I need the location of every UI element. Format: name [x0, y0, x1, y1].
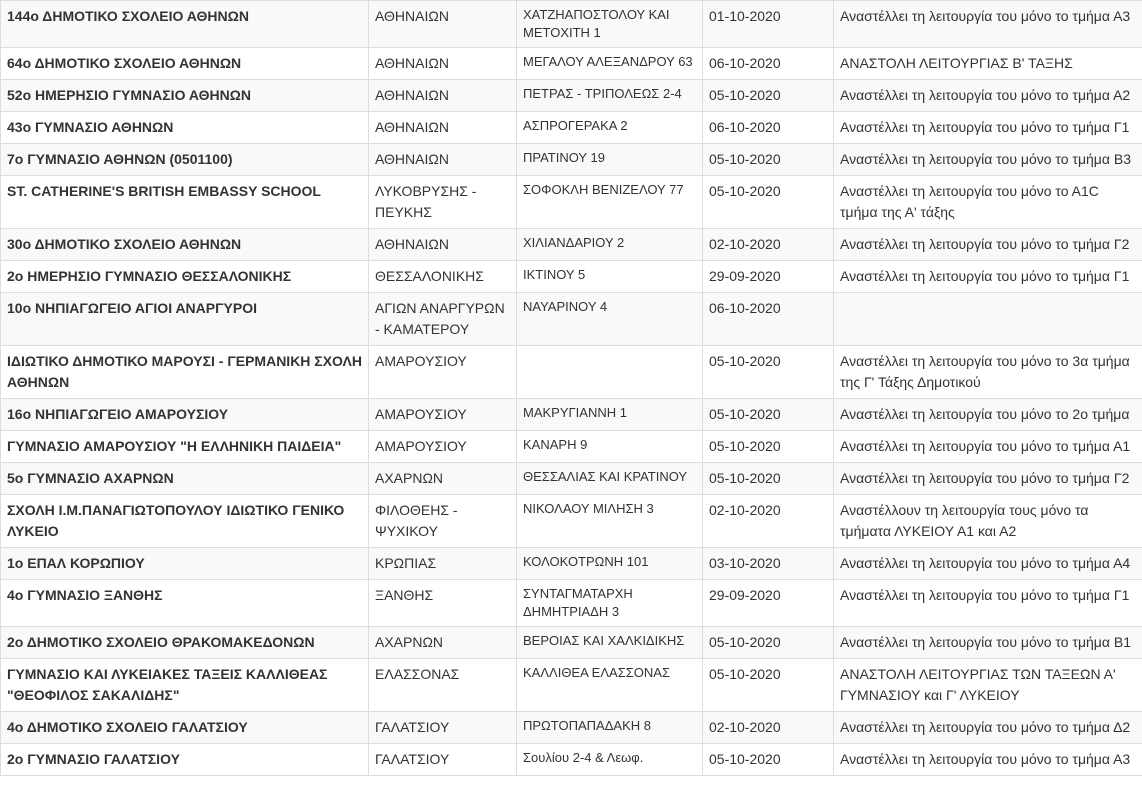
school-name-cell: 4ο ΓΥΜΝΑΣΙΟ ΞΑΝΘΗΣ	[1, 580, 369, 627]
table-row	[1, 659, 1142, 712]
table-row	[1, 744, 1142, 776]
school-name-cell: ST. CATHERINE'S BRITISH EMBASSY SCHOOL	[1, 176, 369, 229]
note-cell: Αναστέλλει τη λειτουργία του μόνο το τμήμα Α3	[834, 1, 1142, 48]
table-row	[1, 261, 1142, 293]
date-cell: 05-10-2020	[703, 176, 834, 229]
date-cell: 29-09-2020	[703, 261, 834, 293]
table-row	[1, 1, 1142, 48]
municipality-cell: ΑΓΙΩΝ ΑΝΑΡΓΥΡΩΝ - ΚΑΜΑΤΕΡΟΥ	[369, 293, 517, 346]
school-name-cell: 2ο ΓΥΜΝΑΣΙΟ ΓΑΛΑΤΣΙΟΥ	[1, 744, 369, 776]
municipality-cell: ΑΜΑΡΟΥΣΙΟΥ	[369, 399, 517, 431]
note-cell: Αναστέλλει τη λειτουργία του μόνο το 2ο τμήμα	[834, 399, 1142, 431]
municipality-cell: ΓΑΛΑΤΣΙΟΥ	[369, 712, 517, 744]
note-cell: Αναστέλλει τη λειτουργία του μόνο το τμήμα Α1	[834, 431, 1142, 463]
address-cell: ΠΕΤΡΑΣ - ΤΡΙΠΟΛΕΩΣ 2-4	[517, 80, 703, 112]
note-cell: Αναστέλλει τη λειτουργία του μόνο το τμήμα Β1	[834, 627, 1142, 659]
school-name-cell: 1ο ΕΠΑΛ ΚΟΡΩΠΙΟΥ	[1, 548, 369, 580]
address-cell: ΣΟΦΟΚΛΗ ΒΕΝΙΖΕΛΟΥ 77	[517, 176, 703, 229]
municipality-cell: ΑΘΗΝΑΙΩΝ	[369, 112, 517, 144]
table-row	[1, 48, 1142, 80]
note-cell: Αναστέλλει τη λειτουργία του μόνο το τμήμα Γ2	[834, 463, 1142, 495]
table-row	[1, 80, 1142, 112]
municipality-cell: ΕΛΑΣΣΟΝΑΣ	[369, 659, 517, 712]
date-cell: 05-10-2020	[703, 659, 834, 712]
municipality-cell: ΑΜΑΡΟΥΣΙΟΥ	[369, 431, 517, 463]
note-cell: Αναστέλλει τη λειτουργία του μόνο το τμήμα Δ2	[834, 712, 1142, 744]
school-name-cell: 2ο ΔΗΜΟΤΙΚΟ ΣΧΟΛΕΙΟ ΘΡΑΚΟΜΑΚΕΔΟΝΩΝ	[1, 627, 369, 659]
municipality-cell: ΑΘΗΝΑΙΩΝ	[369, 48, 517, 80]
note-cell: Αναστέλλει τη λειτουργία του μόνο το τμήμα Α3	[834, 744, 1142, 776]
address-cell: Σουλίου 2-4 & Λεωφ.	[517, 744, 703, 776]
note-cell: Αναστέλλουν τη λειτουργία τους μόνο τα τμήματα ΛΥΚΕΙΟΥ Α1 και Α2	[834, 495, 1142, 548]
table-row	[1, 495, 1142, 548]
date-cell: 05-10-2020	[703, 627, 834, 659]
date-cell: 05-10-2020	[703, 431, 834, 463]
date-cell: 02-10-2020	[703, 495, 834, 548]
address-cell: ΑΣΠΡΟΓΕΡΑΚΑ 2	[517, 112, 703, 144]
date-cell: 02-10-2020	[703, 229, 834, 261]
table-row	[1, 293, 1142, 346]
table-row	[1, 431, 1142, 463]
school-name-cell: 7ο ΓΥΜΝΑΣΙΟ ΑΘΗΝΩΝ (0501100)	[1, 144, 369, 176]
date-cell: 03-10-2020	[703, 548, 834, 580]
table-row	[1, 463, 1142, 495]
address-cell: ΘΕΣΣΑΛΙΑΣ ΚΑΙ ΚΡΑΤΙΝΟΥ	[517, 463, 703, 495]
date-cell: 06-10-2020	[703, 293, 834, 346]
school-name-cell: ΓΥΜΝΑΣΙΟ ΚΑΙ ΛΥΚΕΙΑΚΕΣ ΤΑΞΕΙΣ ΚΑΛΛΙΘΕΑΣ "ΘΕΟΦΙΛΟΣ ΣΑΚΑΛΙΔΗΣ"	[1, 659, 369, 712]
municipality-cell: ΞΑΝΘΗΣ	[369, 580, 517, 627]
address-cell: ΠΡΩΤΟΠΑΠΑΔΑΚΗ 8	[517, 712, 703, 744]
note-cell: Αναστέλλει τη λειτουργία του μόνο το 3α τμήμα της Γ' Τάξης Δημοτικού	[834, 346, 1142, 399]
table-body	[1, 1, 1142, 776]
note-cell	[834, 293, 1142, 346]
note-cell: Αναστέλλει τη λειτουργία του μόνο το τμήμα Γ1	[834, 580, 1142, 627]
table-row	[1, 712, 1142, 744]
address-cell: ΧΑΤΖΗΑΠΟΣΤΟΛΟΥ ΚΑΙ ΜΕΤΟΧΙΤΗ 1	[517, 1, 703, 48]
table-row	[1, 580, 1142, 627]
school-name-cell: 43ο ΓΥΜΝΑΣΙΟ ΑΘΗΝΩΝ	[1, 112, 369, 144]
table-row	[1, 399, 1142, 431]
address-cell: ΝΑΥΑΡΙΝΟΥ 4	[517, 293, 703, 346]
school-name-cell: 5ο ΓΥΜΝΑΣΙΟ ΑΧΑΡΝΩΝ	[1, 463, 369, 495]
municipality-cell: ΑΜΑΡΟΥΣΙΟΥ	[369, 346, 517, 399]
table-row	[1, 627, 1142, 659]
municipality-cell: ΦΙΛΟΘΕΗΣ - ΨΥΧΙΚΟΥ	[369, 495, 517, 548]
municipality-cell: ΑΧΑΡΝΩΝ	[369, 627, 517, 659]
address-cell	[517, 346, 703, 399]
school-name-cell: 30ο ΔΗΜΟΤΙΚΟ ΣΧΟΛΕΙΟ ΑΘΗΝΩΝ	[1, 229, 369, 261]
date-cell: 05-10-2020	[703, 399, 834, 431]
date-cell: 29-09-2020	[703, 580, 834, 627]
table-row	[1, 144, 1142, 176]
address-cell: ΝΙΚΟΛΑΟΥ ΜΙΛΗΣΗ 3	[517, 495, 703, 548]
school-name-cell: ΓΥΜΝΑΣΙΟ ΑΜΑΡΟΥΣΙΟΥ "Η ΕΛΛΗΝΙΚΗ ΠΑΙΔΕΙΑ"	[1, 431, 369, 463]
address-cell: ΠΡΑΤΙΝΟΥ 19	[517, 144, 703, 176]
table-row	[1, 176, 1142, 229]
note-cell: Αναστέλλει τη λειτουργία του μόνο το τμήμα Γ1	[834, 112, 1142, 144]
school-name-cell: 4ο ΔΗΜΟΤΙΚΟ ΣΧΟΛΕΙΟ ΓΑΛΑΤΣΙΟΥ	[1, 712, 369, 744]
municipality-cell: ΑΘΗΝΑΙΩΝ	[369, 229, 517, 261]
date-cell: 05-10-2020	[703, 346, 834, 399]
note-cell: Αναστέλλει τη λειτουργία του μόνο το τμήμα Α4	[834, 548, 1142, 580]
municipality-cell: ΚΡΩΠΙΑΣ	[369, 548, 517, 580]
table-row	[1, 229, 1142, 261]
note-cell: Αναστέλλει τη λειτουργία του μόνο το τμήμα Β3	[834, 144, 1142, 176]
table-row	[1, 112, 1142, 144]
municipality-cell: ΓΑΛΑΤΣΙΟΥ	[369, 744, 517, 776]
address-cell: ΧΙΛΙΑΝΔΑΡΙΟΥ 2	[517, 229, 703, 261]
note-cell: Αναστέλλει τη λειτουργία του μόνο το τμήμα Α2	[834, 80, 1142, 112]
date-cell: 05-10-2020	[703, 463, 834, 495]
address-cell: ΣΥΝΤΑΓΜΑΤΑΡΧΗ ΔΗΜΗΤΡΙΑΔΗ 3	[517, 580, 703, 627]
municipality-cell: ΑΧΑΡΝΩΝ	[369, 463, 517, 495]
address-cell: ΒΕΡΟΙΑΣ ΚΑΙ ΧΑΛΚΙΔΙΚΗΣ	[517, 627, 703, 659]
note-cell: Αναστέλλει τη λειτουργία του μόνο το τμήμα Γ1	[834, 261, 1142, 293]
address-cell: ΜΕΓΑΛΟΥ ΑΛΕΞΑΝΔΡΟΥ 63	[517, 48, 703, 80]
address-cell: ΙΚΤΙΝΟΥ 5	[517, 261, 703, 293]
address-cell: ΚΑΛΛΙΘΕΑ ΕΛΑΣΣΟΝΑΣ	[517, 659, 703, 712]
date-cell: 05-10-2020	[703, 80, 834, 112]
school-name-cell: 2ο ΗΜΕΡΗΣΙΟ ΓΥΜΝΑΣΙΟ ΘΕΣΣΑΛΟΝΙΚΗΣ	[1, 261, 369, 293]
school-name-cell: 16ο ΝΗΠΙΑΓΩΓΕΙΟ ΑΜΑΡΟΥΣΙΟΥ	[1, 399, 369, 431]
school-name-cell: ΣΧΟΛΗ Ι.Μ.ΠΑΝΑΓΙΩΤΟΠΟΥΛΟΥ ΙΔΙΩΤΙΚΟ ΓΕΝΙΚΟ ΛΥΚΕΙΟ	[1, 495, 369, 548]
school-name-cell: 64ο ΔΗΜΟΤΙΚΟ ΣΧΟΛΕΙΟ ΑΘΗΝΩΝ	[1, 48, 369, 80]
municipality-cell: ΑΘΗΝΑΙΩΝ	[369, 80, 517, 112]
date-cell: 05-10-2020	[703, 744, 834, 776]
table-row	[1, 548, 1142, 580]
municipality-cell: ΑΘΗΝΑΙΩΝ	[369, 144, 517, 176]
date-cell: 02-10-2020	[703, 712, 834, 744]
school-name-cell: ΙΔΙΩΤΙΚΟ ΔΗΜΟΤΙΚΟ ΜΑΡΟΥΣΙ - ΓΕΡΜΑΝΙΚΗ ΣΧΟΛΗ ΑΘΗΝΩΝ	[1, 346, 369, 399]
note-cell: ΑΝΑΣΤΟΛΗ ΛΕΙΤΟΥΡΓΙΑΣ ΤΩΝ ΤΑΞΕΩΝ Α' ΓΥΜΝΑΣΙΟΥ και Γ' ΛΥΚΕΙΟΥ	[834, 659, 1142, 712]
note-cell: Αναστέλλει τη λειτουργία του μόνο το τμήμα Γ2	[834, 229, 1142, 261]
address-cell: ΚΑΝΑΡΗ 9	[517, 431, 703, 463]
address-cell: ΜΑΚΡΥΓΙΑΝΝΗ 1	[517, 399, 703, 431]
municipality-cell: ΘΕΣΣΑΛΟΝΙΚΗΣ	[369, 261, 517, 293]
note-cell: Αναστέλλει τη λειτουργία του μόνο το Α1C τμήμα της Α' τάξης	[834, 176, 1142, 229]
school-name-cell: 52ο ΗΜΕΡΗΣΙΟ ΓΥΜΝΑΣΙΟ ΑΘΗΝΩΝ	[1, 80, 369, 112]
address-cell: ΚΟΛΟΚΟΤΡΩΝΗ 101	[517, 548, 703, 580]
school-name-cell: 10ο ΝΗΠΙΑΓΩΓΕΙΟ ΑΓΙΟΙ ΑΝΑΡΓΥΡΟΙ	[1, 293, 369, 346]
date-cell: 06-10-2020	[703, 48, 834, 80]
date-cell: 05-10-2020	[703, 144, 834, 176]
table-row	[1, 346, 1142, 399]
date-cell: 06-10-2020	[703, 112, 834, 144]
note-cell: ΑΝΑΣΤΟΛΗ ΛΕΙΤΟΥΡΓΙΑΣ Β' ΤΑΞΗΣ	[834, 48, 1142, 80]
municipality-cell: ΛΥΚΟΒΡΥΣΗΣ - ΠΕΥΚΗΣ	[369, 176, 517, 229]
date-cell: 01-10-2020	[703, 1, 834, 48]
school-name-cell: 144ο ΔΗΜΟΤΙΚΟ ΣΧΟΛΕΙΟ ΑΘΗΝΩΝ	[1, 1, 369, 48]
municipality-cell: ΑΘΗΝΑΙΩΝ	[369, 1, 517, 48]
